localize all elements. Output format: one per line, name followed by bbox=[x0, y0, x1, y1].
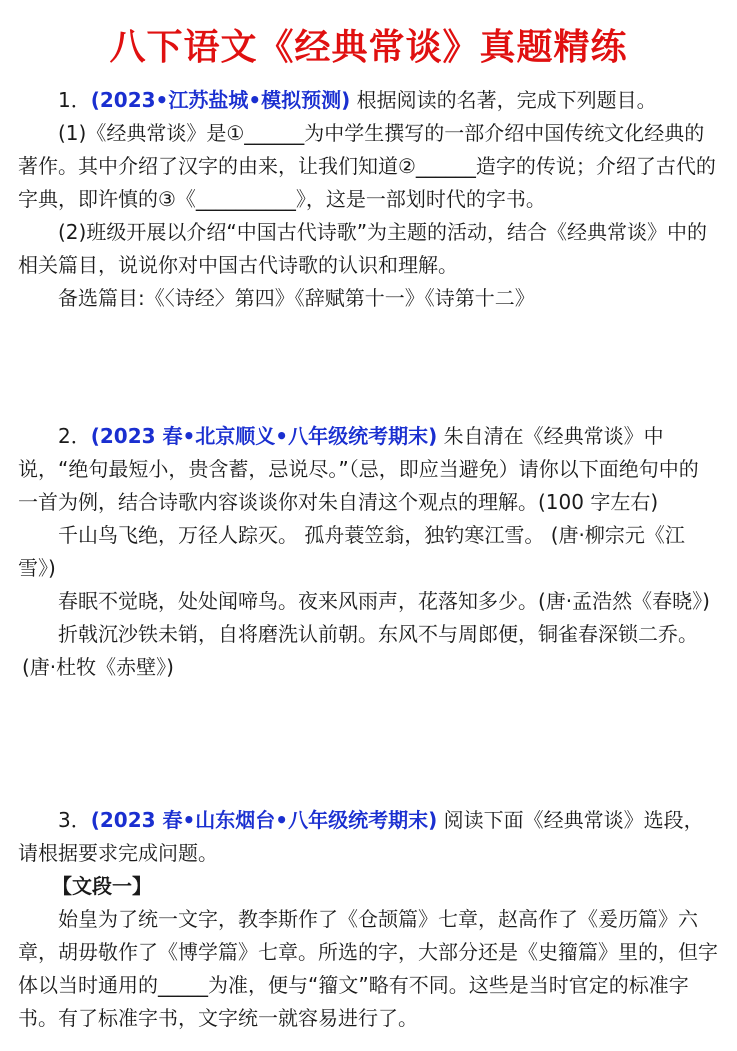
passage-section-label: 【文段一】 bbox=[52, 874, 152, 898]
question-1-options: 备选篇目:《〈诗经〉第四》《辞赋第十一》《诗第十二》 bbox=[58, 286, 535, 310]
question-2-source-tag: (2023 春•北京顺义•八年级统考期末) bbox=[90, 424, 438, 448]
question-1-sub-2: (2)班级开展以介绍“中国古代诗歌”为主题的活动，结合《经典常谈》中的相关篇目，说说你对中国古代诗歌的认识和理解。 bbox=[18, 220, 708, 277]
question-2-stem-text: 朱自清在《经典常谈》中说，“绝句最短小，贵含蓄，忌说尽。”（忌，即应当避免）请你以下面绝句中的一首为例，结合诗歌内容谈谈你对朱自清这个观点的理解。(100 字左右) bbox=[18, 424, 699, 514]
question-3-stem-text: 阅读下面《经典常谈》选段，请根据要求完成问题。 bbox=[18, 808, 704, 865]
question-1-sub-1: (1)《经典常谈》是①______为中学生撰写的一部介绍中国传统文化经典的著作。其中介绍了汉字的由来，让我们知道②______造字的传说；介绍了古代的字典，即许慎的③《__________》，这是一部划时代的字书。 bbox=[18, 121, 716, 211]
question-1-stem bbox=[18, 84, 718, 117]
question-3-number: 3． bbox=[58, 808, 91, 832]
question-3-source-tag: (2023 春•山东烟台•八年级统考期末) bbox=[90, 808, 438, 832]
question-2-stem bbox=[18, 420, 718, 519]
question-1-number: 1． bbox=[58, 88, 91, 112]
question-3-stem bbox=[18, 804, 718, 870]
page-title: 八下语文《经典常谈》真题精练 bbox=[109, 27, 628, 68]
question-2-number: 2． bbox=[58, 424, 91, 448]
passage-text: 始皇为了统一文字，教李斯作了《仓颉篇》七章，赵高作了《爰历篇》六章，胡毋敬作了《博学篇》七章。所选的字，大部分还是《史籀篇》里的，但字体以当时通用的_____为准，便与“籀文”略有不同。这些是当时官定的标准字书。有了标准字书，文字统一就容易进行了。 bbox=[18, 907, 718, 1030]
question-1-stem-text: 根据阅读的名著，完成下列题目。 bbox=[350, 88, 657, 112]
poem-jiang-xue: 千山鸟飞绝，万径人踪灭。 孤舟蓑笠翁，独钓寒江雪。 (唐·柳宗元《江雪》) bbox=[18, 523, 685, 580]
poem-chun-xiao: 春眠不觉晓，处处闻啼鸟。夜来风雨声，花落知多少。(唐·孟浩然《春晓》) bbox=[58, 589, 710, 613]
answer-space-1 bbox=[18, 315, 718, 420]
document-body bbox=[18, 84, 718, 1035]
question-1-source-tag: (2023•江苏盐城•模拟预测) bbox=[90, 88, 351, 112]
answer-space-2 bbox=[18, 684, 718, 804]
poem-chi-bi: 折戟沉沙铁未销，自将磨洗认前朝。东风不与周郎便，铜雀春深锁二乔。 bbox=[58, 622, 698, 646]
poem-chi-bi-source: (唐·杜牧《赤壁》) bbox=[22, 655, 174, 679]
